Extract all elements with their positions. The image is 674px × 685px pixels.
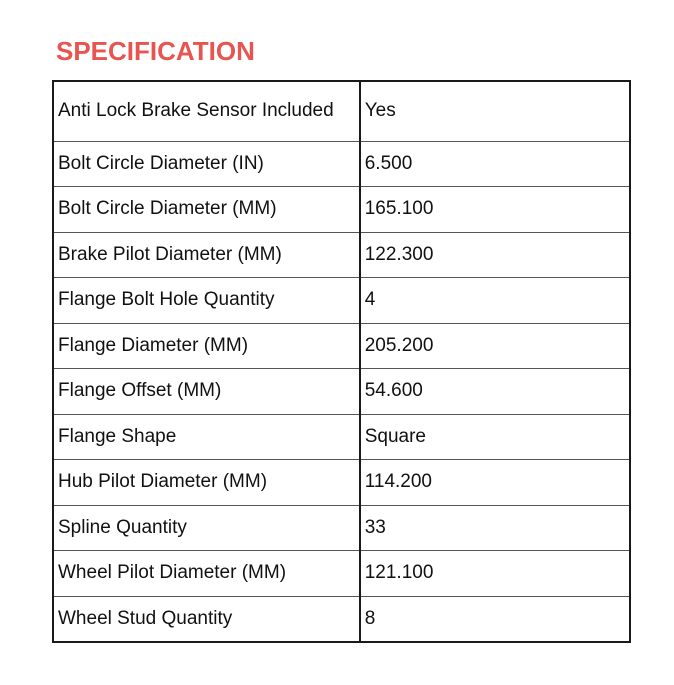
spec-label: Flange Diameter (MM): [53, 323, 360, 369]
spec-label: Bolt Circle Diameter (IN): [53, 141, 360, 187]
table-row: [53, 81, 630, 141]
specification-table: [52, 80, 631, 643]
spec-label: Brake Pilot Diameter (MM): [53, 232, 360, 278]
table-row: [53, 505, 630, 551]
spec-value: Square: [360, 414, 630, 460]
table-row: [53, 278, 630, 324]
spec-value: 205.200: [360, 323, 630, 369]
spec-label: Flange Offset (MM): [53, 369, 360, 415]
spec-value: 4: [360, 278, 630, 324]
table-row: [53, 323, 630, 369]
table-row: [53, 460, 630, 506]
spec-label: Hub Pilot Diameter (MM): [53, 460, 360, 506]
spec-label: Wheel Pilot Diameter (MM): [53, 551, 360, 597]
page-title: SPECIFICATION: [56, 36, 255, 66]
spec-label: Wheel Stud Quantity: [53, 596, 360, 642]
spec-label: Bolt Circle Diameter (MM): [53, 187, 360, 233]
spec-label: Flange Shape: [53, 414, 360, 460]
table-row: [53, 187, 630, 233]
spec-value: 6.500: [360, 141, 630, 187]
table-row: [53, 232, 630, 278]
spec-label: Anti Lock Brake Sensor Included: [53, 81, 360, 141]
spec-value: Yes: [360, 81, 630, 141]
spec-value: 54.600: [360, 369, 630, 415]
spec-label: Flange Bolt Hole Quantity: [53, 278, 360, 324]
spec-value: 114.200: [360, 460, 630, 506]
table-row: [53, 551, 630, 597]
table-row: [53, 141, 630, 187]
spec-value: 122.300: [360, 232, 630, 278]
spec-value: 33: [360, 505, 630, 551]
spec-value: 165.100: [360, 187, 630, 233]
table-row: [53, 369, 630, 415]
spec-label: Spline Quantity: [53, 505, 360, 551]
table-row: [53, 596, 630, 642]
table-row: [53, 414, 630, 460]
spec-value: 8: [360, 596, 630, 642]
spec-value: 121.100: [360, 551, 630, 597]
